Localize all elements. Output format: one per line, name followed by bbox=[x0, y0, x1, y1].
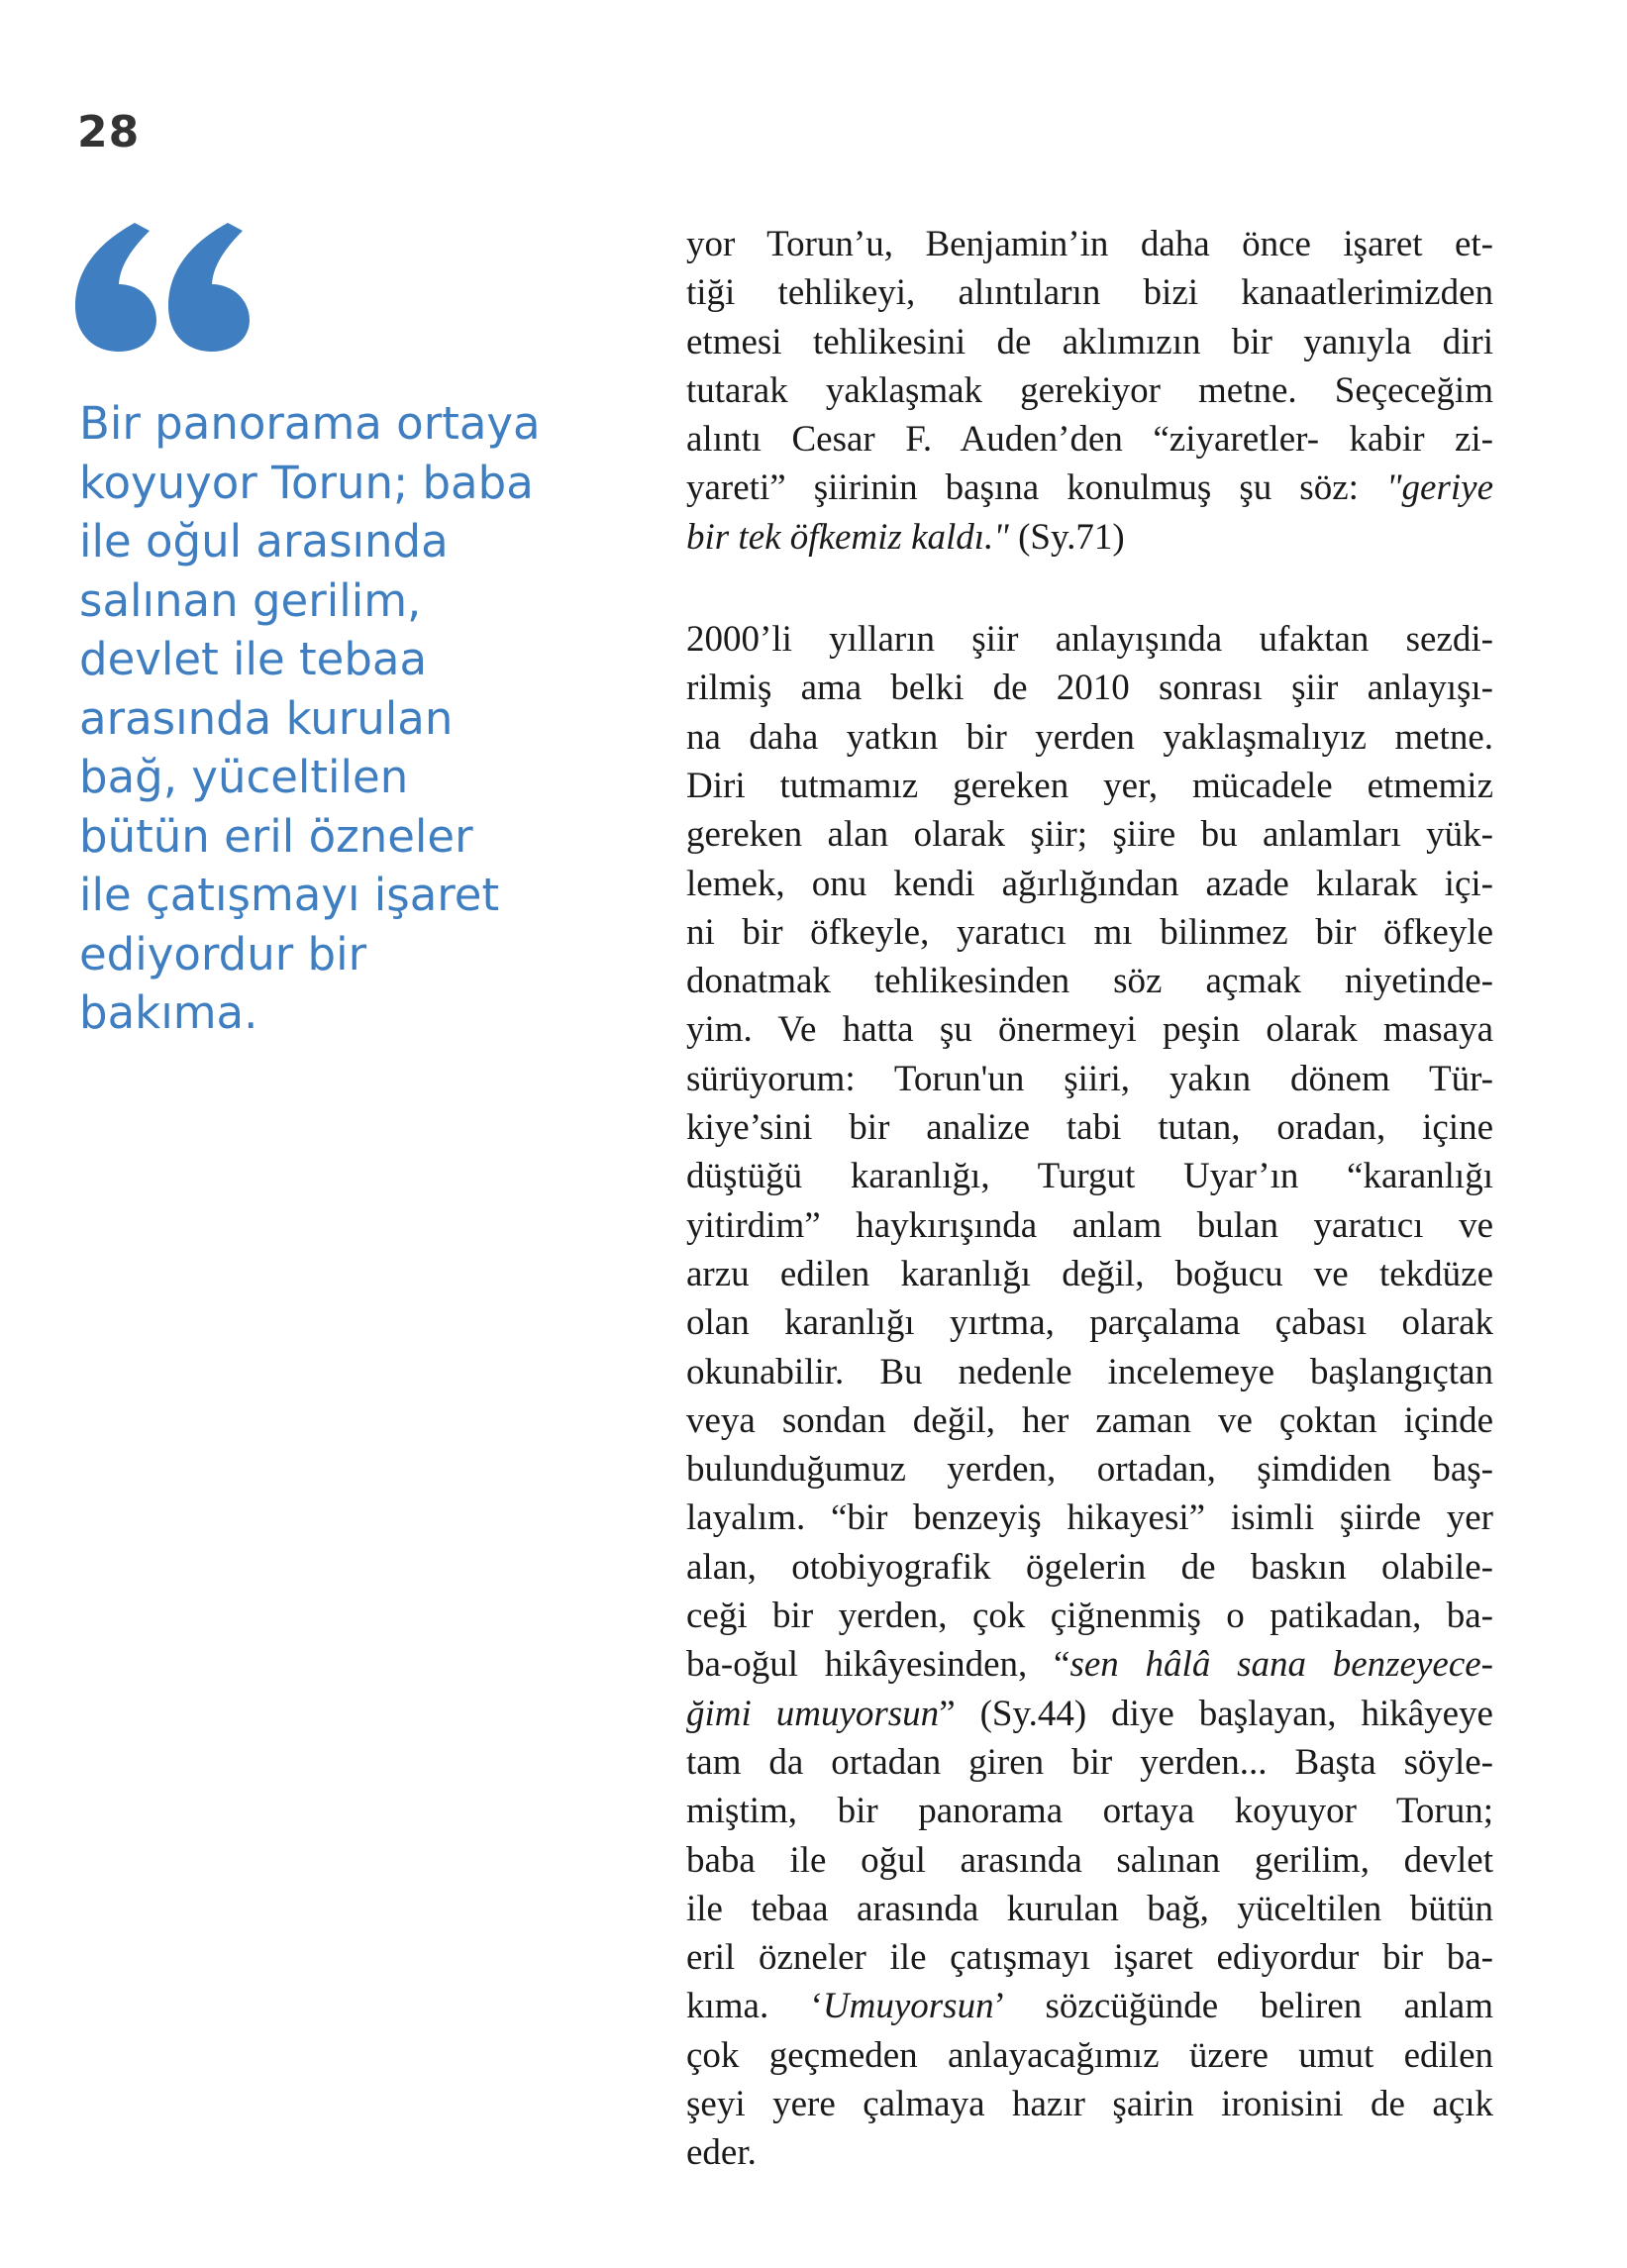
paragraph bbox=[686, 615, 1493, 2178]
pull-quote-line: ile çatışmayı işaret bbox=[79, 869, 500, 921]
text-line bbox=[686, 1640, 1493, 1689]
text-line: tutarak yaklaşmak gerekiyor metne. Seçeceğim bbox=[686, 369, 1493, 411]
text-line: rilmiş ama belki de 2010 sonrası şiir anlayışı- bbox=[686, 668, 1493, 709]
text-line: alan, otobiyografik ögelerin de baskın olabile- bbox=[686, 1546, 1493, 1588]
text-line: donatmak tehlikesinden söz açmak niyetinde- bbox=[686, 961, 1493, 1002]
text-line: miştim, bir panorama ortaya koyuyor Torun; bbox=[686, 1791, 1493, 1832]
text-line bbox=[686, 1982, 1493, 2030]
text-line: layalım. “bir benzeyiş hikayesi” isimli şiirde yer bbox=[686, 1497, 1493, 1539]
pull-quote bbox=[79, 394, 614, 1043]
quote-open-icon bbox=[75, 223, 250, 352]
text-line: yor Torun’u, Benjamin’in daha önce işaret et- bbox=[686, 224, 1493, 264]
paragraph bbox=[686, 220, 1493, 562]
text-line: alıntı Cesar F. Auden’den “ziyaretler- kabir zi- bbox=[686, 419, 1493, 461]
text-run: ba-oğul hikâyesinden, “ bbox=[686, 1644, 1070, 1686]
pull-quote-line: Bir panorama ortaya bbox=[79, 397, 541, 450]
text-line: lemek, onu kendi ağırlığından azade kılarak içi- bbox=[686, 863, 1493, 904]
text-line: kiye’sini bir analize tabi tutan, oradan, içine bbox=[686, 1107, 1493, 1149]
text-line: tam da ortadan giren bir yerden... Başta söyle- bbox=[686, 1741, 1493, 1783]
text-line: ile tebaa arasında kurulan bağ, yüceltilen bütün bbox=[686, 1888, 1493, 1929]
text-line bbox=[686, 513, 1493, 562]
pull-quote-line: arasında kurulan bbox=[79, 691, 454, 745]
text-line: sürüyorum: Torun'un şiiri, yakın dönem Tür- bbox=[686, 1058, 1493, 1099]
pull-quote-line: ediyordur bir bbox=[79, 927, 367, 980]
text-line: Diri tutmamız gereken yer, mücadele etmemiz bbox=[686, 765, 1493, 806]
text-line: yitirdim” haykırışında anlam bulan yaratıcı ve bbox=[686, 1204, 1493, 1246]
text-line: arzu edilen karanlığı değil, boğucu ve tekdüze bbox=[686, 1253, 1493, 1294]
text-line: 2000’li yılların şiir anlayışında ufaktan sezdi- bbox=[686, 619, 1493, 661]
italic-quote: "geriye bbox=[1386, 467, 1493, 509]
text-run: kıma. ‘ bbox=[686, 1986, 823, 2027]
pull-quote-line: koyuyor Torun; baba bbox=[79, 456, 534, 509]
text-run: ’ sözcüğünde beliren anlam bbox=[993, 1986, 1493, 2027]
page-number: 28 bbox=[77, 107, 141, 157]
text-line bbox=[686, 464, 1493, 512]
text-line: yim. Ve hatta şu önermeyi peşin olarak masaya bbox=[686, 1009, 1493, 1051]
italic-quote: ğimi umuyorsun bbox=[686, 1693, 940, 1734]
pull-quote-line: bağ, yüceltilen bbox=[79, 751, 409, 803]
body-text bbox=[686, 220, 1493, 2178]
text-line: eder. bbox=[686, 2132, 757, 2174]
text-line: bulunduğumuz yerden, ortadan, şimdiden baş- bbox=[686, 1449, 1493, 1491]
text-line: çok geçmeden anlayacağımız üzere umut edilen bbox=[686, 2034, 1493, 2076]
text-line: etmesi tehlikesini de aklımızın bir yanıyla diri bbox=[686, 321, 1493, 362]
pull-quote-line: salınan gerilim, bbox=[79, 573, 422, 627]
text-line: okunabilir. Bu nedenle incelemeye başlangıçtan bbox=[686, 1351, 1493, 1392]
text-line: ni bir öfkeyle, yaratıcı mı bilinmez bir öfkeyle bbox=[686, 911, 1493, 953]
text-line: na daha yatkın bir yerden yaklaşmalıyız metne. bbox=[686, 716, 1493, 758]
italic-word: Umuyorsun bbox=[822, 1986, 994, 2027]
pull-quote-line: bütün eril özneler bbox=[79, 809, 473, 863]
pull-quote-line: devlet ile tebaa bbox=[79, 633, 428, 685]
text-line: ceği bir yerden, çok çiğnenmiş o patikadan, ba- bbox=[686, 1596, 1493, 1637]
text-line: tiği tehlikeyi, alıntıların bizi kanaatlerimizden bbox=[686, 272, 1493, 314]
text-line: baba ile oğul arasında salınan gerilim, devlet bbox=[686, 1839, 1493, 1881]
text-line: şeyi yere çalmaya hazır şairin ironisini de açık bbox=[686, 2083, 1493, 2124]
text-line: düştüğü karanlığı, Turgut Uyar’ın “karanlığı bbox=[686, 1156, 1493, 1197]
text-line: eril özneler ile çatışmayı işaret ediyordur bir ba- bbox=[686, 1937, 1493, 1979]
italic-quote: bir tek öfkemiz kaldı." bbox=[686, 516, 1009, 558]
pull-quote-line: ile oğul arasında bbox=[79, 515, 449, 567]
text-line: veya sondan değil, her zaman ve çoktan içinde bbox=[686, 1399, 1493, 1441]
italic-quote: sen hâlâ sana benzeyece- bbox=[1069, 1644, 1493, 1686]
text-run: ” (Sy.44) diye başlayan, hikâyeye bbox=[939, 1693, 1493, 1734]
text-line: gereken alan olarak şiir; şiire bu anlamları yük- bbox=[686, 814, 1493, 856]
text-run: (Sy.71) bbox=[1008, 516, 1125, 558]
text-line: olan karanlığı yırtma, parçalama çabası olarak bbox=[686, 1302, 1493, 1344]
text-line bbox=[686, 1690, 1493, 1738]
pull-quote-line: bakıma. bbox=[79, 986, 258, 1039]
text-run: yareti” şiirinin başına konulmuş şu söz: bbox=[686, 467, 1387, 509]
